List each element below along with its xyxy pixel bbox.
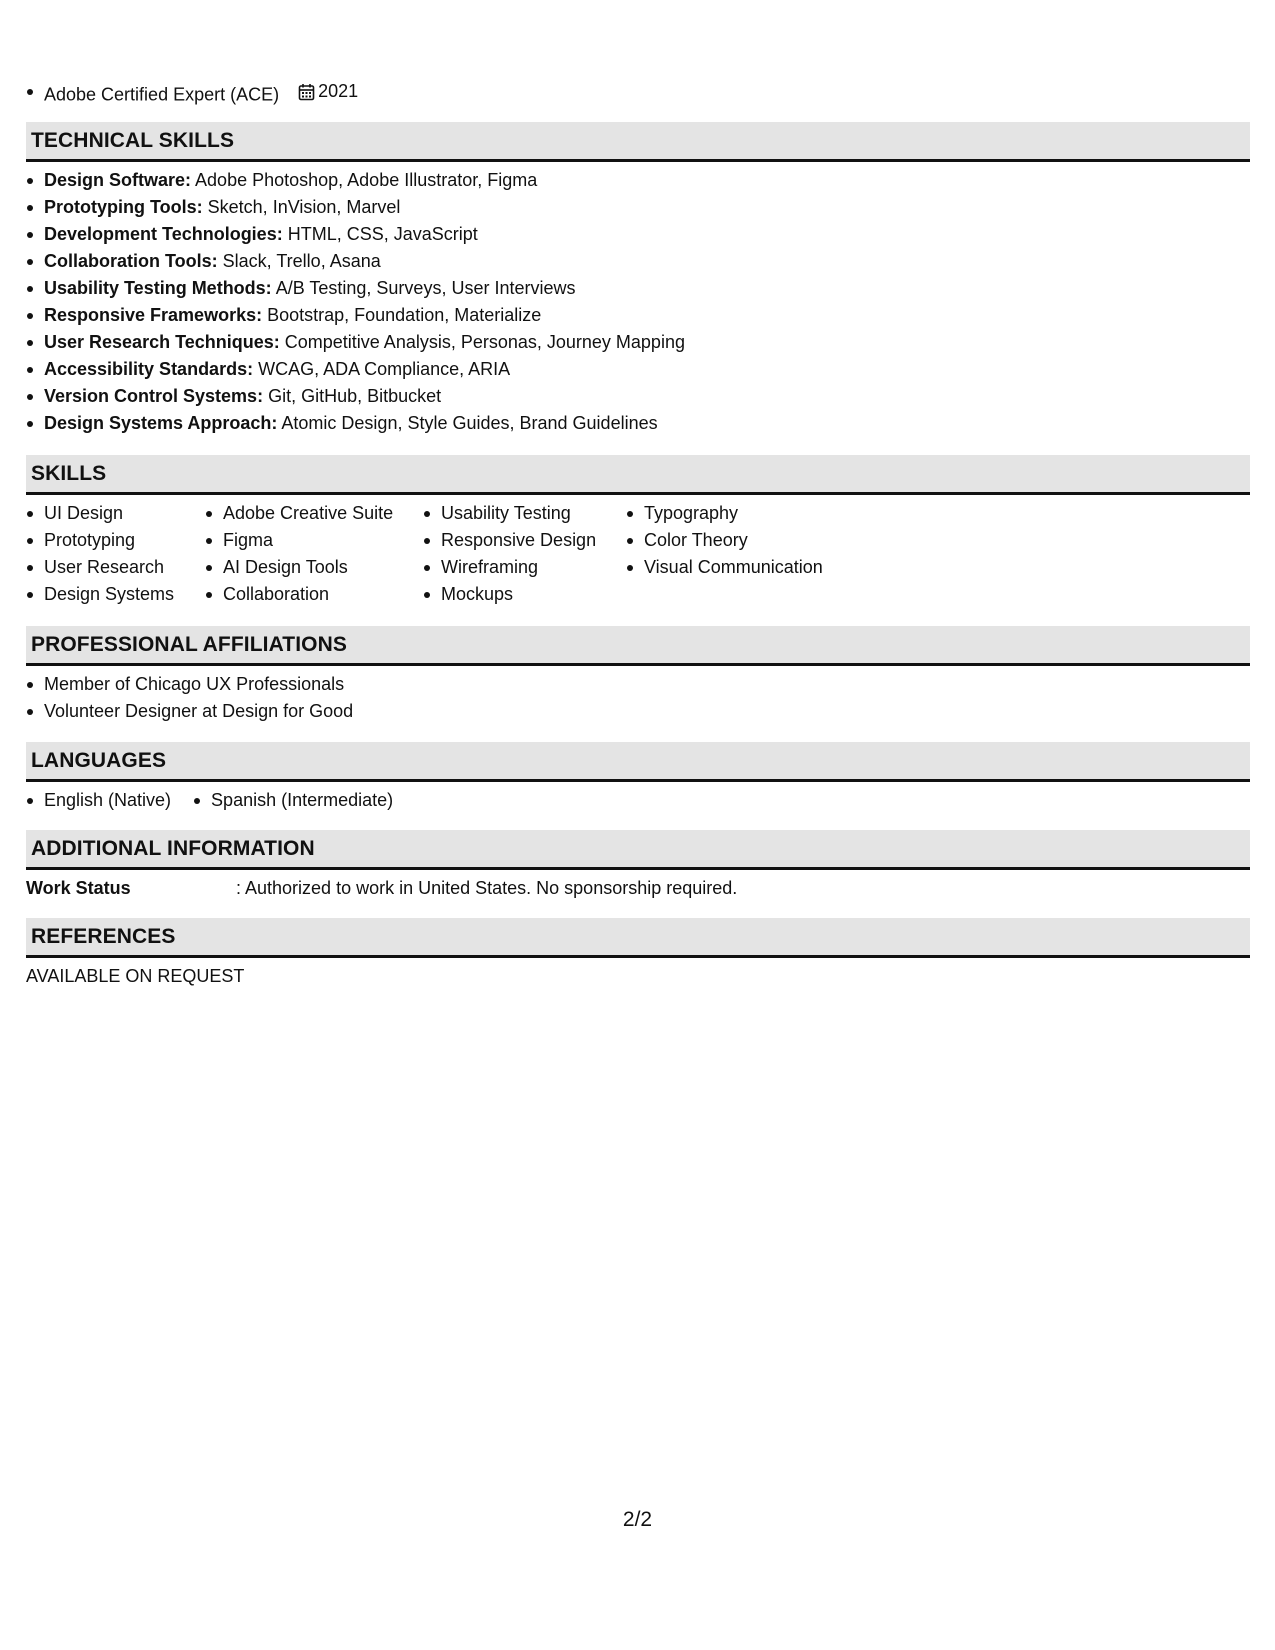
- skills-section: [26, 455, 1250, 608]
- affiliations-heading: PROFESSIONAL AFFILIATIONS: [26, 626, 1250, 666]
- skill-values: Competitive Analysis, Personas, Journey Mapping: [279, 332, 685, 352]
- skill-item: Mockups: [423, 581, 626, 608]
- skill-category: Collaboration Tools:: [44, 251, 218, 271]
- technical-skill-item: [26, 221, 1250, 248]
- skill-item: Usability Testing: [423, 500, 626, 527]
- skill-values: Atomic Design, Style Guides, Brand Guidelines: [277, 413, 658, 433]
- language-item: Spanish (Intermediate): [193, 787, 393, 814]
- certification-date: [298, 78, 358, 105]
- technical-skill-item: [26, 248, 1250, 275]
- technical-skills-section: [26, 122, 1250, 437]
- skill-item: Prototyping: [26, 527, 205, 554]
- work-status-row: [26, 875, 1250, 902]
- skills-column: [626, 500, 886, 608]
- skill-category: Version Control Systems:: [44, 386, 264, 406]
- skills-column: [205, 500, 423, 608]
- skill-values: Slack, Trello, Asana: [217, 251, 381, 271]
- skill-category: Prototyping Tools:: [44, 197, 203, 217]
- technical-skill-item: [26, 302, 1250, 329]
- technical-skill-item: [26, 329, 1250, 356]
- skill-item: Adobe Creative Suite: [205, 500, 423, 527]
- skills-column: [26, 500, 205, 608]
- technical-skill-item: [26, 194, 1250, 221]
- skill-values: A/B Testing, Surveys, User Interviews: [271, 278, 576, 298]
- references-heading: REFERENCES: [26, 918, 1250, 958]
- skill-category: Design Software:: [44, 170, 192, 190]
- skill-item: Typography: [626, 500, 886, 527]
- skills-grid: [26, 495, 1250, 608]
- skill-item: AI Design Tools: [205, 554, 423, 581]
- languages-section: [26, 742, 1250, 814]
- skill-category: User Research Techniques:: [44, 332, 280, 352]
- certification-year: 2021: [318, 81, 359, 101]
- skills-heading: SKILLS: [26, 455, 1250, 495]
- skill-item: Collaboration: [205, 581, 423, 608]
- skill-category: Design Systems Approach:: [44, 413, 278, 433]
- technical-skill-item: [26, 410, 1250, 437]
- calendar-icon: [298, 83, 315, 101]
- affiliations-section: [26, 626, 1250, 725]
- skill-item: UI Design: [26, 500, 205, 527]
- skill-values: Git, GitHub, Bitbucket: [263, 386, 442, 406]
- skill-category: Responsive Frameworks:: [44, 305, 263, 325]
- technical-skills-heading: TECHNICAL SKILLS: [26, 122, 1250, 162]
- technical-skills-list: [26, 167, 1250, 437]
- additional-info-section: [26, 830, 1250, 902]
- skill-category: Development Technologies:: [44, 224, 283, 244]
- technical-skill-item: [26, 167, 1250, 194]
- work-status-value: : Authorized to work in United States. No sponsorship required.: [236, 878, 738, 898]
- languages-list: [26, 787, 1250, 814]
- skills-column: [423, 500, 626, 608]
- references-section: [26, 918, 1250, 990]
- skill-item: Responsive Design: [423, 527, 626, 554]
- technical-skill-item: [26, 356, 1250, 383]
- skill-item: Figma: [205, 527, 423, 554]
- certification-item: [26, 78, 358, 105]
- references-text: AVAILABLE ON REQUEST: [26, 966, 245, 986]
- skill-values: HTML, CSS, JavaScript: [282, 224, 478, 244]
- language-item: English (Native): [26, 787, 171, 814]
- skill-item: Design Systems: [26, 581, 205, 608]
- affiliation-item: Volunteer Designer at Design for Good: [26, 698, 1250, 725]
- technical-skill-item: [26, 383, 1250, 410]
- page-number: 2/2: [622, 1508, 653, 1531]
- additional-info-heading: ADDITIONAL INFORMATION: [26, 830, 1250, 870]
- skill-item: Color Theory: [626, 527, 886, 554]
- affiliation-item: Member of Chicago UX Professionals: [26, 671, 1250, 698]
- skill-category: Usability Testing Methods:: [44, 278, 272, 298]
- skill-item: Wireframing: [423, 554, 626, 581]
- affiliations-list: [26, 671, 1250, 725]
- skill-item: Visual Communication: [626, 554, 886, 581]
- languages-heading: LANGUAGES: [26, 742, 1250, 782]
- technical-skill-item: [26, 275, 1250, 302]
- skill-values: Bootstrap, Foundation, Materialize: [262, 305, 542, 325]
- certification-name: Adobe Certified Expert (ACE): [44, 84, 280, 105]
- skill-item: User Research: [26, 554, 205, 581]
- skill-values: Adobe Photoshop, Adobe Illustrator, Figma: [191, 170, 538, 190]
- skill-values: WCAG, ADA Compliance, ARIA: [253, 359, 511, 379]
- work-status-label: Work Status: [26, 878, 131, 898]
- certification-list: [26, 78, 358, 105]
- skill-category: Accessibility Standards:: [44, 359, 254, 379]
- skill-values: Sketch, InVision, Marvel: [202, 197, 401, 217]
